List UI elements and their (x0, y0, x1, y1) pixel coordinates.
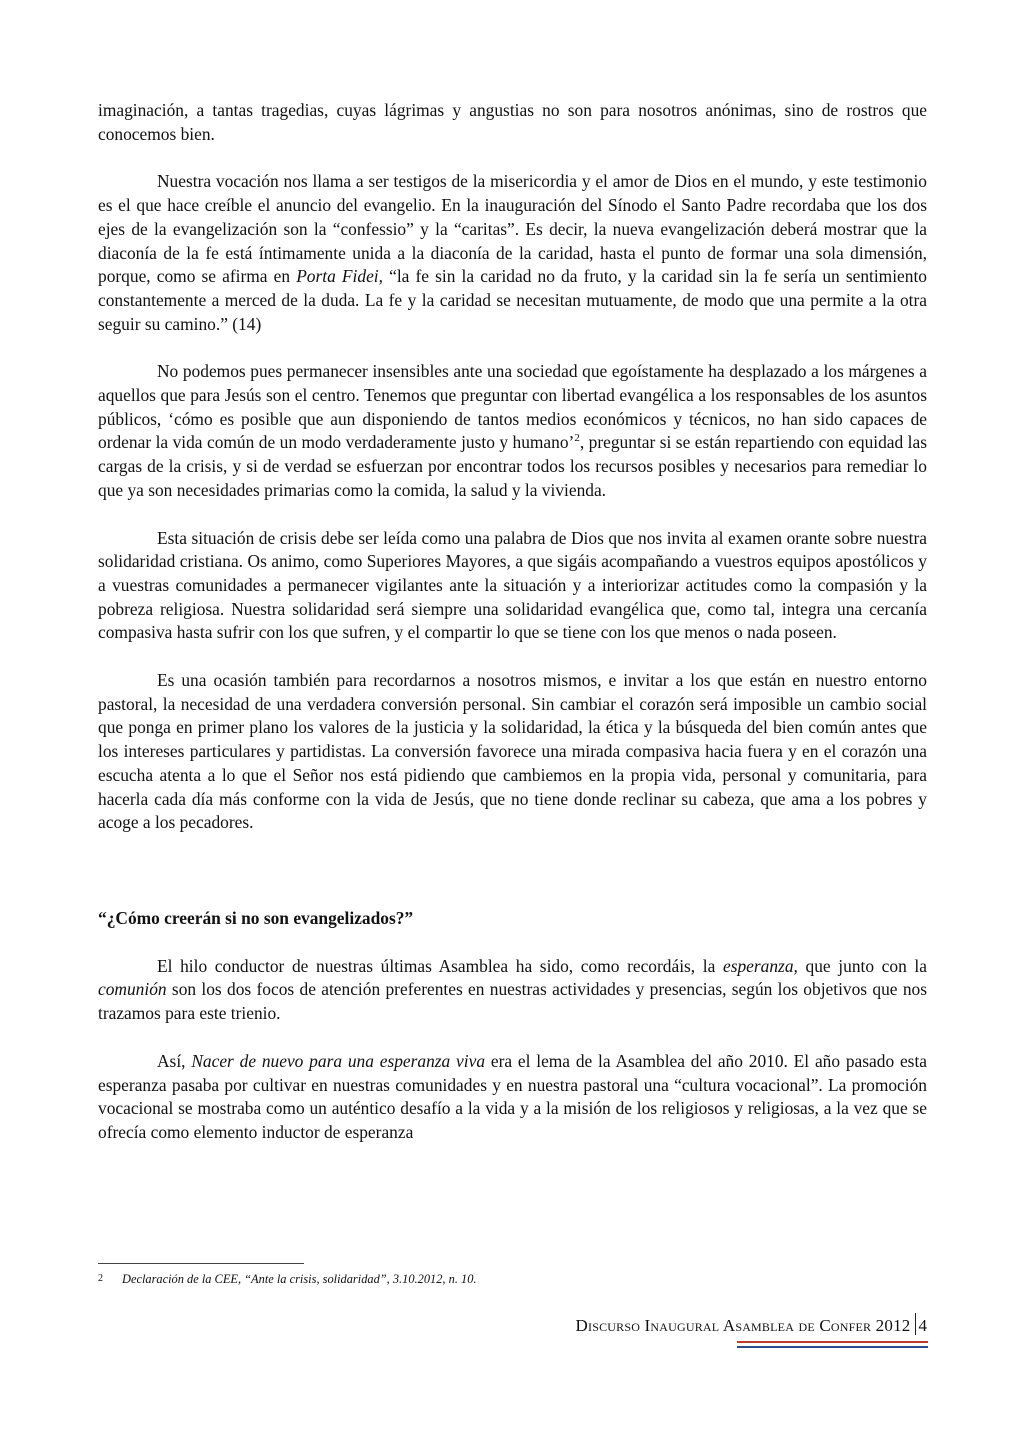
footnote (98, 1271, 927, 1287)
footnote-number: 2 (98, 1273, 103, 1284)
footer-rule-red (737, 1341, 928, 1343)
section-heading: “¿Cómo creerán si no son evangelizados?” (98, 907, 414, 928)
paragraph-nacer-de-nuevo: Así, Nacer de nuevo para una esperanza viva era el lema de la Asamblea del año 2010. El año pasado esta esperanza pasaba por cultivar en nuestras comunidades y en nuestra pastoral una “cultura vocacional”. La promoción vocacional se mostraba como un auténtico desafío a la vida y a la misión de los religiosos y religiosas, a la vez que se ofrecía como elemento inductor de esperanza (98, 1050, 927, 1142)
paragraph-vocacion: Nuestra vocación nos llama a ser testigos de la misericordia y el amor de Dios en el mundo, y este testimonio es el que hace creíble el anuncio del evangelio. En la inauguración del Sínodo el Santo Padre recordaba que los dos ejes de la evangelización son la “confessio” y la “caritas”. Es decir, la nueva evangelización deberá mostrar que la diaconía de la fe está íntimamente unida a la diaconía de la caridad, hasta el punto de formar una sola dimensión, porque, como se afirma en Porta Fidei, “la fe sin la caridad no da fruto, y la caridad sin la fe sería un sentimiento constantemente a merced de la duda. La fe y la caridad se necesitan mutuamente, de modo que una permite a la otra seguir su camino.” (14) (98, 171, 927, 334)
footnote-reference: 2 (574, 432, 580, 445)
italic-porta-fidei: Porta Fidei, (296, 266, 383, 287)
paragraph-crisis: Esta situación de crisis debe ser leída como una palabra de Dios que nos invita al examen orante sobre nuestra solidaridad cristiana. Os animo, como Superiores Mayores, a que sigáis acompañando a vuestros equipos apostólicos y a vuestras comunidades a permanecer vigilantes ante la situación y a interiorizar actitudes como la compasión y la pobreza religiosa. Nuestra solidaridad será siempre una solidaridad evangélica que, como tal, integra una cercanía compasiva hasta sufrir con los que sufren, y el compartir lo que se tiene con los que menos o nada poseen. (98, 527, 927, 643)
footer-title: Discurso Inaugural Asamblea de Confer 2012 (575, 1316, 911, 1335)
footnote-separator (98, 1263, 304, 1264)
paragraph-hilo-conductor: El hilo conductor de nuestras últimas Asamblea ha sido, como recordáis, la esperanza, que junto con la comunión son los dos focos de atención preferentes en nuestras actividades y presencias, según los objetivos que nos trazamos para este trienio. (98, 955, 927, 1024)
paragraph-conversion: Es una ocasión también para recordarnos a nosotros mismos, e invitar a los que están en nuestro entorno pastoral, la necesidad de una verdadera conversión personal. Sin cambiar el corazón será imposible un cambio social que ponga en primer plano los valores de la justicia y la solidaridad, la ética y la búsqueda del bien común antes que los intereses particulares y partidistas. La conversión favorece una mirada compasiva hacia fuera y en el corazón una escucha atenta a lo que el Señor nos está pidiendo que cambiemos en la propia vida, personal y comunitaria, para hacerla cada día más conforme con la vida de Jesús, que no tiene donde reclinar su cabeza, que ama a los pobres y acoge a los pecadores. (98, 670, 927, 833)
footer-rule-blue (737, 1346, 928, 1348)
paragraph-sociedad: No podemos pues permanecer insensibles ante una sociedad que egoístamente ha desplazado a los márgenes a aquellos que para Jesús son el centro. Tenemos que preguntar con libertad evangélica a los responsables de los asuntos públicos, ‘cómo es posible que aun disponiendo de tantos medios económicos y técnicos, no han sido capaces de ordenar la vida común de un modo verdaderamente justo y humano’$^2$, preguntar si se están repartiendo con equidad las cargas de la crisis, y si de verdad se esfuerzan por encontrar todos los recursos posibles y necesarios para remediar lo que ya son necesidades primarias como la comida, la salud y la vivienda. (98, 361, 927, 500)
footnote-text: Declaración de la CEE, “Ante la crisis, solidaridad”, 3.10.2012, n. 10. (122, 1272, 477, 1286)
paragraph-continuation: imaginación, a tantas tragedias, cuyas lágrimas y angustias no son para nosotros anónimas, sino de rostros que conocemos bien. (98, 100, 927, 144)
footer-separator (915, 1313, 916, 1335)
page-footer (576, 1309, 927, 1337)
body-text (98, 99, 927, 1145)
page-number: 4 (918, 1316, 927, 1335)
